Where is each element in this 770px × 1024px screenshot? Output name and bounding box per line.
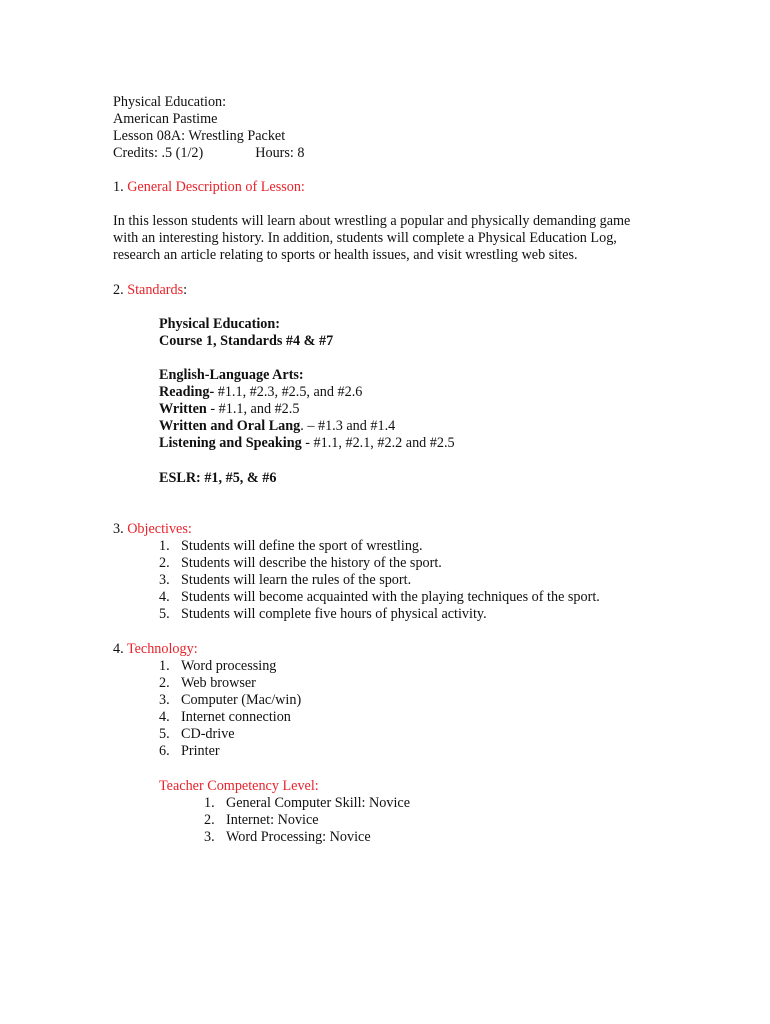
list-text: CD-drive: [181, 726, 235, 742]
subject-line: Physical Education:: [113, 94, 227, 110]
list-number: 5.: [159, 726, 170, 742]
ela-standard-text: - #1.1, and #2.5: [206, 401, 300, 417]
list-item: [159, 606, 600, 623]
list-text: Word Processing: Novice: [226, 829, 371, 845]
ela-standard-label: Reading-: [159, 384, 215, 400]
course-line: American Pastime: [113, 111, 218, 127]
list-item: [159, 709, 301, 726]
lesson-header: [113, 94, 305, 162]
description-paragraph: [113, 213, 630, 264]
list-number: 3.: [204, 829, 215, 845]
list-number: 4.: [159, 589, 170, 605]
ela-standard-item: [159, 401, 455, 418]
list-item: [159, 726, 301, 743]
list-number: 3.: [159, 572, 170, 588]
list-text: Web browser: [181, 675, 256, 691]
list-item: [159, 572, 600, 589]
list-item: [159, 538, 600, 555]
section-number: 1.: [113, 179, 128, 195]
ela-standards-title: English-Language Arts:: [159, 367, 304, 383]
list-text: Internet: Novice: [226, 812, 319, 828]
list-item: [159, 675, 301, 692]
paragraph-line: In this lesson students will learn about wrestling a popular and physically demanding game: [113, 213, 631, 229]
list-item: [159, 589, 600, 606]
list-text: Computer (Mac/win): [181, 692, 302, 708]
list-number: 2.: [159, 675, 170, 691]
list-text: General Computer Skill: Novice: [226, 795, 411, 811]
list-number: 4.: [159, 709, 170, 725]
ela-standard-label: Written and Oral Lang: [159, 418, 301, 434]
section-colon: :: [183, 282, 188, 298]
lesson-line: Lesson 08A: Wrestling Packet: [113, 128, 286, 144]
ela-standard-text: - #1.1, #2.1, #2.2 and #2.5: [301, 435, 455, 451]
list-number: 5.: [159, 606, 170, 622]
ela-standard-item: [159, 435, 455, 452]
list-number: 2.: [204, 812, 215, 828]
list-item: [204, 795, 410, 812]
section-number: 4.: [113, 641, 127, 657]
list-text: Students will describe the history of the sport.: [181, 555, 442, 571]
eslr-line: ESLR: #1, #5, & #6: [159, 470, 277, 486]
section-technology: [113, 641, 198, 658]
pe-standards-title: Physical Education:: [159, 316, 281, 332]
list-text: Students will complete five hours of physical activity.: [181, 606, 487, 622]
ela-standard-text: #1.1, #2.3, #2.5, and #2.6: [214, 384, 363, 400]
section-general-description: [113, 179, 305, 196]
list-number: 2.: [159, 555, 170, 571]
eslr-standards: [159, 470, 276, 487]
pe-standards: [159, 316, 333, 350]
section-heading: [113, 282, 187, 299]
list-number: 3.: [159, 692, 170, 708]
ela-standard-text: . – #1.3 and #1.4: [300, 418, 396, 434]
list-item: [159, 555, 600, 572]
ela-standard-label: Written: [159, 401, 207, 417]
list-number: 1.: [159, 538, 170, 554]
list-number: 6.: [159, 743, 170, 759]
section-title: General Description of Lesson:: [127, 179, 305, 195]
section-number: 2.: [113, 282, 128, 298]
list-item: [159, 692, 301, 709]
paragraph-line: with an interesting history. In addition, students will complete a Physical Education Log,: [113, 230, 617, 246]
ela-standard-item: [159, 418, 455, 435]
section-heading: [113, 179, 305, 196]
section-title: Objectives:: [127, 521, 192, 537]
list-item: [159, 743, 301, 760]
section-title: Standards: [127, 282, 184, 298]
list-text: Internet connection: [181, 709, 291, 725]
section-objectives: [113, 521, 192, 538]
credits-hours-line: [113, 145, 305, 162]
section-standards: [113, 282, 187, 299]
list-text: Students will learn the rules of the sport.: [181, 572, 412, 588]
section-heading: [113, 641, 198, 658]
section-heading: [113, 521, 192, 538]
competency-title: Teacher Competency Level:: [159, 778, 319, 794]
objectives-list: [159, 538, 600, 623]
list-item: [204, 812, 410, 829]
hours-text: Hours: 8: [255, 145, 305, 161]
teacher-competency: [159, 778, 319, 795]
list-number: 1.: [159, 658, 170, 674]
list-text: Printer: [181, 743, 220, 759]
credits-text: Credits: .5 (1/2): [113, 145, 204, 161]
pe-standards-course: Course 1, Standards #4 & #7: [159, 333, 334, 349]
list-text: Students will define the sport of wrestling.: [181, 538, 423, 554]
section-title: Technology:: [126, 641, 198, 657]
paragraph-line: research an article relating to sports or health issues, and visit wrestling web sites.: [113, 247, 578, 263]
ela-standard-item: [159, 384, 455, 401]
ela-standard-label: Listening and Speaking: [159, 435, 302, 451]
ela-standards: [159, 367, 455, 452]
list-item: [204, 829, 410, 846]
list-number: 1.: [204, 795, 215, 811]
list-text: Word processing: [181, 658, 277, 674]
technology-list: [159, 658, 301, 760]
list-item: [159, 658, 301, 675]
section-number: 3.: [113, 521, 128, 537]
list-text: Students will become acquainted with the playing techniques of the sport.: [181, 589, 600, 605]
competency-list: [204, 795, 410, 846]
